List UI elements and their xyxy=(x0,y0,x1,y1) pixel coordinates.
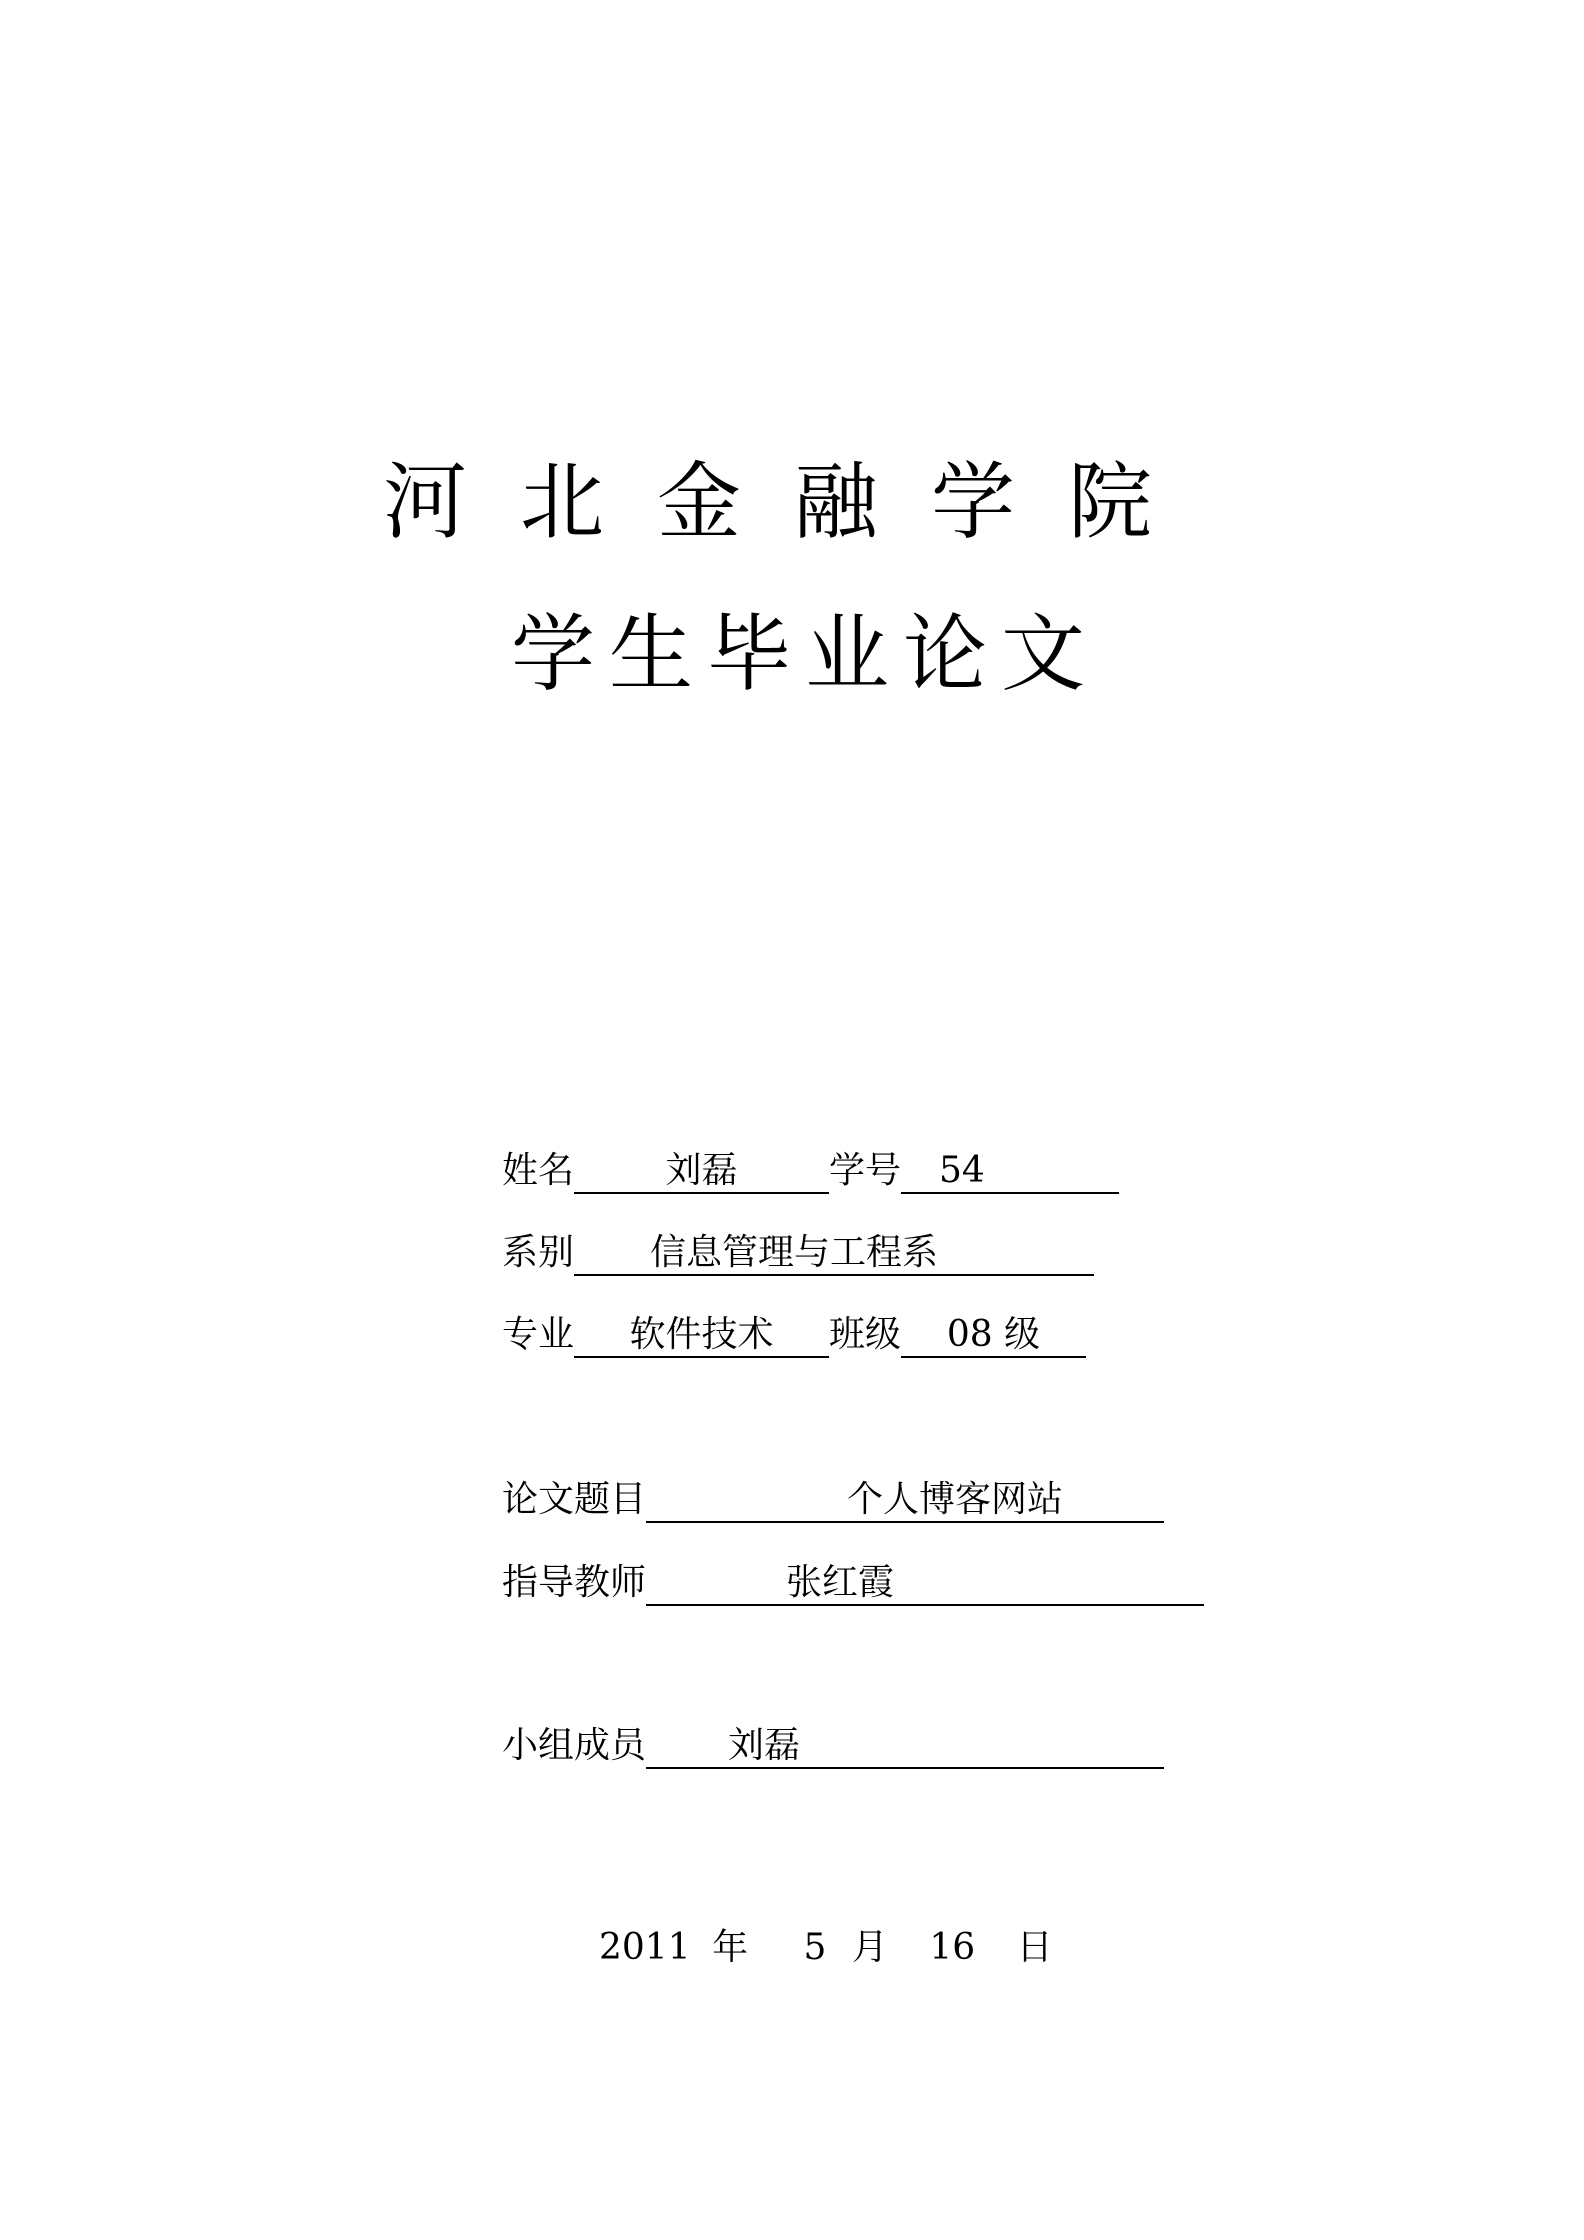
class-label: 班级 xyxy=(829,1314,902,1355)
members-row xyxy=(502,1723,1164,1769)
name-field: 刘磊 xyxy=(574,1150,829,1194)
date-year: 2011 xyxy=(599,1927,691,1968)
date-day: 16 xyxy=(929,1927,976,1968)
department-row xyxy=(502,1230,1094,1276)
members-label: 小组成员 xyxy=(502,1725,647,1766)
members-field: 刘磊 xyxy=(646,1725,1164,1769)
date-row xyxy=(599,1925,1053,1971)
major-class-row xyxy=(502,1312,1086,1358)
school-name-title: 河北金融学院 xyxy=(383,453,1206,551)
date-day-unit: 日 xyxy=(1016,1927,1053,1968)
topic-label: 论文题目 xyxy=(502,1479,647,1520)
topic-field: 个人博客网站 xyxy=(646,1479,1164,1523)
advisor-field: 张红霞 xyxy=(646,1562,1204,1606)
date-year-unit: 年 xyxy=(712,1927,749,1968)
advisor-row xyxy=(502,1560,1204,1606)
advisor-label: 指导教师 xyxy=(502,1562,647,1603)
department-field: 信息管理与工程系 xyxy=(574,1232,1094,1276)
name-label: 姓名 xyxy=(502,1150,575,1191)
major-field: 软件技术 xyxy=(574,1314,829,1358)
student-id-label: 学号 xyxy=(829,1150,902,1191)
name-id-row xyxy=(502,1148,1119,1194)
major-label: 专业 xyxy=(502,1314,575,1355)
topic-row xyxy=(502,1477,1164,1523)
class-field: 08 级 xyxy=(901,1314,1086,1358)
thesis-subtitle: 学生毕业论文 xyxy=(511,605,1100,703)
department-label: 系别 xyxy=(502,1232,575,1273)
date-month: 5 xyxy=(803,1927,827,1968)
date-month-unit: 月 xyxy=(851,1927,888,1968)
student-id-field: 54 xyxy=(901,1150,1119,1194)
